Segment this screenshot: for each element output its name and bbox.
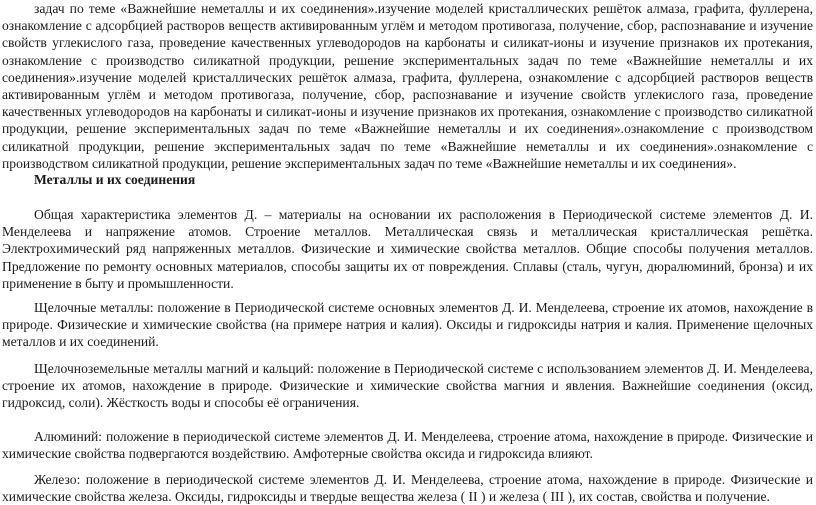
alkaline-earth-paragraph: Щелочноземельные металлы магний и кальций: положение в Периодической системе с использованием элементов Д. И. Менделеева, строение их атомов, нахождение в природе. Физические и химические свойства магния и явления. Важнейшие соединения (оксид, гидроксид, соли). Жёсткость воды и способы её ограничения.	[2, 361, 813, 411]
general-paragraph: Общая характеристика элементов Д. – материалы на основании их расположения в Периодической системе элементов Д. И. Менделеева и напряжение атомов. Строение металлов. Металлическая связь и металлическая кристаллическая решётка. Электрохимический ряд напряженных металлов. Физические и химические свойства металлов. Общие способы получения металлов. Предложение по ремонту основных материалов, способы защиты их от повреждения. Сплавы (сталь, чугун, дюралюминий, бронза) и их применение в быту и промышленности.	[2, 207, 813, 291]
alkali-block	[2, 299, 813, 351]
section-heading: Металлы и их соединения	[34, 172, 196, 187]
section-body	[2, 206, 813, 292]
aluminum-block	[2, 428, 813, 462]
iron-block	[2, 471, 813, 505]
intro-paragraph: задач по теме «Важнейшие неметаллы и их соединения».изучение моделей кристаллических решёток алмаза, графита, фуллерена, ознакомление с адсорбцией растворов веществ активированным углём и методом противогаза, получение, сбор, распознавание и изучение свойств углекислого газа, проведение качественных углеводородов на карбонаты и силикат-ионы и изучение признаков их протекания, ознакомление с производство силикатной продукции, решение экспериментальных задач по теме «Важнейшие неметаллы и их соединения».изучение моделей кристаллических решёток алмаза, графита, фуллерена, ознакомление с адсорбцией растворов веществ активированным углём и методом противогаза, получение, сбор, распознавание и изучение свойств углекислого газа, проведение качественных углеводородов на карбонаты и силикат-ионы и изучение признаков их протекания, ознакомление с производство силикатной продукции, решение экспериментальных задач по теме «Важнейшие неметаллы и их соединения».ознакомление с производством силикатной продукции, решение экспериментальных задач по теме «Важнейшие неметаллы и их соединения».ознакомление с производством силикатной продукции, решение экспериментальных задач по теме «Важнейшие неметаллы и их соединения».	[2, 1, 813, 171]
alkaline-earth-block	[2, 360, 813, 412]
iron-paragraph: Железо: положение в периодической системе элементов Д. И. Менделеева, строение атома, нахождение в природе. Физические и химические свойства железа. Оксиды, гидроксиды и твердые вещества железа ( II ) и железа ( III ), их состав, свойства и получение.	[2, 472, 813, 505]
document-body	[2, 0, 813, 172]
alkali-paragraph: Щелочные металлы: положение в Периодической системе основных элементов Д. И. Менделеева, строение их атомов, нахождение в природе. Физические и химические свойства (на примере натрия и калия). Оксиды и гидроксиды натрия и калия. Применение щелочных металлов и их соединений.	[2, 300, 813, 350]
aluminum-paragraph: Алюминий: положение в периодической системе элементов Д. И. Менделеева, строение атома, нахождение в природе. Физические и химические свойства подвергаются воздействию. Амфотерные свойства оксида и гидроксида влияют.	[2, 429, 813, 462]
